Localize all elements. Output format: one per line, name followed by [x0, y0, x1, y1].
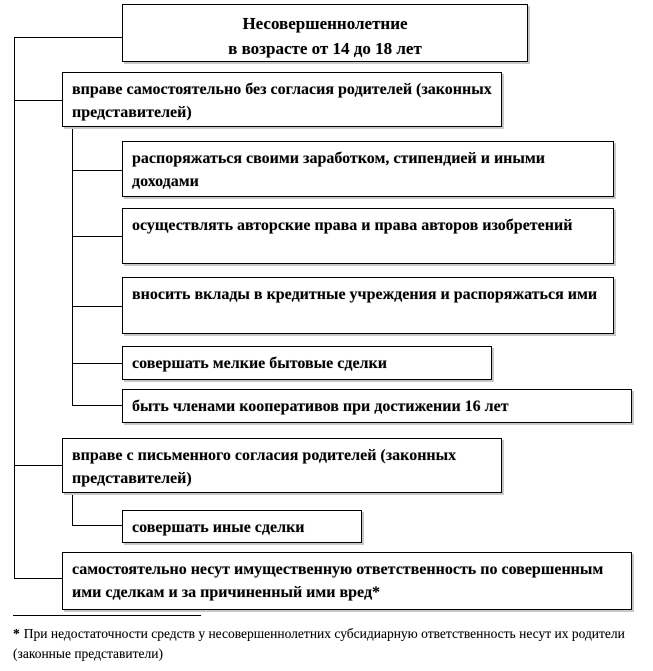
connector-group-1	[14, 100, 62, 101]
connector-group-3	[14, 578, 62, 579]
root-connector	[14, 37, 122, 38]
connector-group-2	[14, 465, 62, 466]
item-node-copyright: осуществлять авторские права и права авторов изобретений	[122, 208, 614, 264]
footnote-text: При недостаточности средств у несовершеннолетних субсидиарную ответственность несут их родители (законные представители)	[13, 626, 625, 661]
main-spine	[14, 37, 15, 578]
root-title: Несовершеннолетние	[242, 14, 408, 33]
item-node-earnings: распоряжаться своими заработком, стипендией и иными доходами	[122, 141, 614, 197]
item-node-cooperatives: быть членами кооперативов при достижении 16 лет	[122, 389, 632, 423]
connector-item-3	[72, 306, 122, 307]
connector-item-5	[72, 405, 122, 406]
item-node-deposits: вносить вклады в кредитные учреждения и распоряжаться ими	[122, 277, 614, 334]
root-subtitle: в возрасте от 14 до 18 лет	[228, 39, 422, 58]
connector-item-6	[72, 525, 122, 526]
group-node-consent: вправе с письменного согласия родителей (законных представителей)	[62, 438, 502, 493]
footnote-rule	[13, 615, 201, 616]
group-node-liability: самостоятельно несут имущественную ответственность по совершенным ими сделкам и за причиненный ими вред*	[62, 552, 632, 610]
footnote	[13, 624, 643, 664]
group-node-independent: вправе самостоятельно без согласия родителей (законных представителей)	[62, 72, 502, 127]
connector-item-4	[72, 363, 122, 364]
connector-item-2	[72, 236, 122, 237]
connector-item-1	[72, 170, 122, 171]
footnote-marker: *	[13, 626, 20, 641]
root-node	[122, 4, 528, 62]
group-2-spine	[72, 492, 73, 525]
item-node-petty-deals: совершать мелкие бытовые сделки	[122, 346, 492, 380]
item-node-other-deals: совершать иные сделки	[122, 510, 362, 543]
